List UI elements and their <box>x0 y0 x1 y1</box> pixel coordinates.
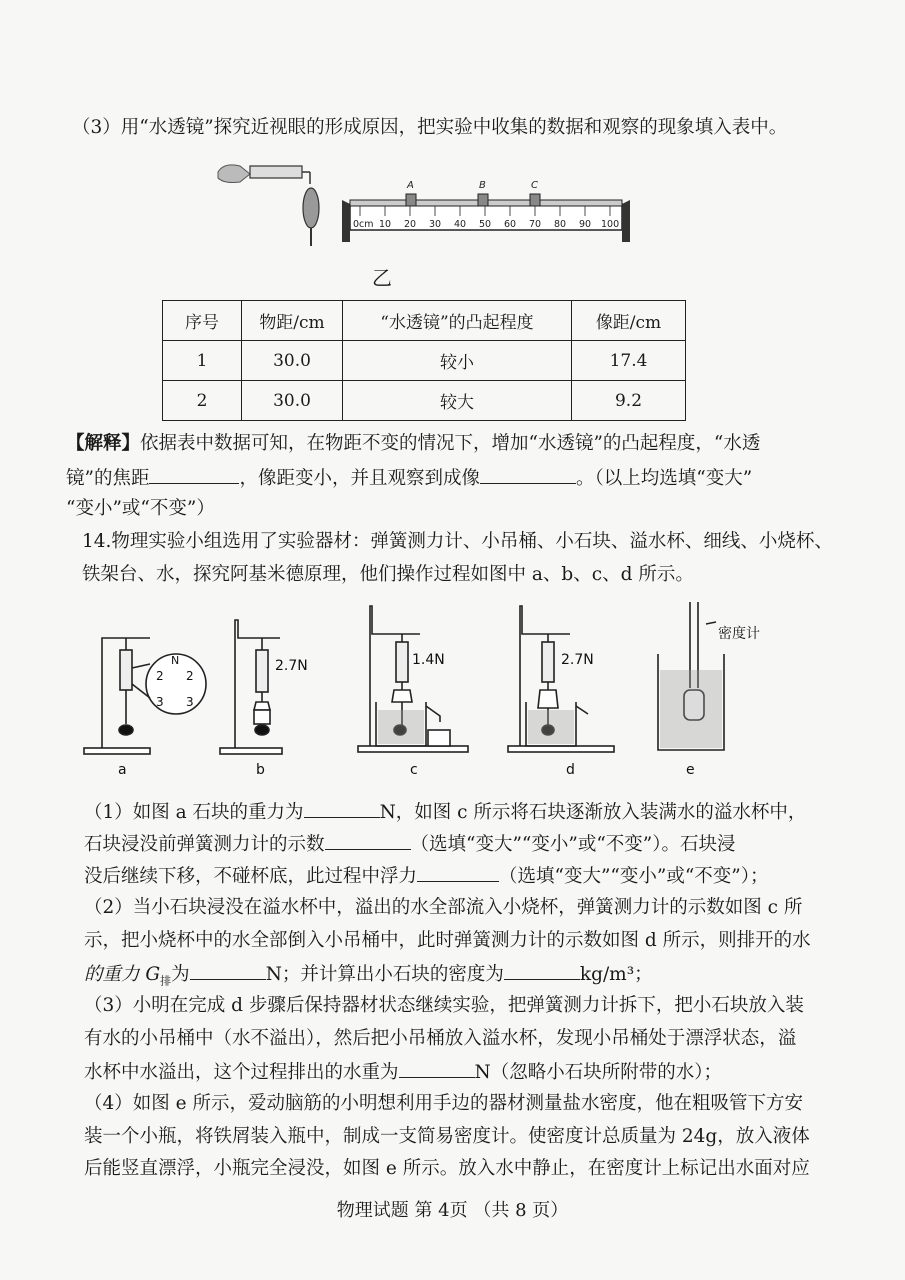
p1-line-2 <box>84 831 905 857</box>
p1-text: （选填“变大”“变小”或“不变”）。石块浸 <box>410 834 736 855</box>
table-cell: 较大 <box>343 381 572 421</box>
densimeter-label: 密度计 <box>718 626 760 642</box>
p1-text: （选填“变大”“变小”或“不变”）； <box>499 866 769 887</box>
table-cell: 30.0 <box>242 381 343 421</box>
p2-line-3 <box>84 961 905 994</box>
p2-line-1: （2）当小石块浸没在溢水杯中，溢出的水全部流入小烧杯，弹簧测力计的示数如图 c 所 <box>84 897 803 918</box>
answer-blank[interactable] <box>325 831 411 850</box>
point-label-c: C <box>531 180 538 191</box>
figure-yi-apparatus <box>210 150 640 250</box>
reading-d: 2.7N <box>561 652 594 668</box>
figure-label-b: b <box>256 762 265 778</box>
table-cell: 2 <box>163 381 242 421</box>
p4-line-1: （4）如图 e 所示，爱动脑筋的小明想利用手边的器材测量盐水密度，他在粗吸管下方安 <box>84 1093 803 1114</box>
ruler-tick: 30 <box>429 219 442 230</box>
table-cell: 9.2 <box>572 381 686 421</box>
p2-text: N；并计算出小石块的密度为 <box>265 964 504 985</box>
figure-label-a: a <box>118 762 127 778</box>
q14-line-2: 铁架台、水，探究阿基米德原理，他们操作过程如图中 a、b、c、d 所示。 <box>82 564 694 585</box>
table-header-cell: “水透镜”的凸起程度 <box>343 301 572 341</box>
p1-text: N，如图 c 所示将石块逐渐放入装满水的溢水杯中， <box>379 802 807 823</box>
scale-mark: 2 <box>186 669 194 683</box>
table-header-row <box>163 301 686 341</box>
explain-text: ，像距变小，并且观察到成像 <box>239 468 480 489</box>
answer-blank[interactable] <box>480 465 576 484</box>
ruler-tick: 10 <box>379 219 392 230</box>
p4-line-3: 后能竖直漂浮，小瓶完全浸没，如图 e 所示。放入水中静止，在密度计上标记出水面对应 <box>84 1158 810 1179</box>
p1-line-3 <box>84 863 905 889</box>
ruler-tick: 90 <box>579 219 592 230</box>
scale-mark: 3 <box>156 695 164 709</box>
figures-abcde <box>80 598 800 778</box>
p4-line-2: 装一个小瓶，将铁屑装入瓶中，制成一支简易密度计。使密度计总质量为 24g，放入液体 <box>84 1126 810 1147</box>
scale-n: N <box>171 654 180 667</box>
answer-blank[interactable] <box>399 1059 475 1078</box>
reading-c: 1.4N <box>412 652 445 668</box>
table-row <box>163 341 686 381</box>
table-cell: 较小 <box>343 341 572 381</box>
table-cell: 1 <box>163 341 242 381</box>
p3-line-1: （3）小明在完成 d 步骤后保持器材状态继续实验，把弹簧测力计拆下，把小石块放入装 <box>84 995 804 1016</box>
p2-line-2: 示，把小烧杯中的水全部倒入小吊桶中，此时弹簧测力计的示数如图 d 所示，则排开的水 <box>84 930 811 951</box>
data-table <box>162 300 686 421</box>
figure-label-d: d <box>566 762 575 778</box>
answer-blank[interactable] <box>190 961 266 980</box>
p3-line-3 <box>84 1059 905 1085</box>
explain-text: 依据表中数据可知，在物距不变的情况下，增加“水透镜”的凸起程度，“水透 <box>140 433 761 454</box>
explain-line-1 <box>66 432 905 456</box>
ruler-tick: 40 <box>454 219 467 230</box>
answer-blank[interactable] <box>504 961 580 980</box>
table-row <box>163 381 686 421</box>
ruler-tick: 50 <box>479 219 492 230</box>
p3-text: 水杯中水溢出，这个过程排出的水重为 <box>84 1062 399 1083</box>
explain-tag: 【解释】 <box>66 433 141 454</box>
explain-text: 。（以上均选填“变大” <box>575 468 753 489</box>
scale-mark: 3 <box>186 695 194 709</box>
page-footer: 物理试题 第 4页 （共 8 页） <box>336 1200 569 1221</box>
p2-text: 为 <box>171 964 190 985</box>
ruler-tick: 70 <box>529 219 542 230</box>
ruler-tick: 20 <box>404 219 417 230</box>
ruler-tick: 80 <box>554 219 567 230</box>
figure-yi-caption: 乙 <box>372 266 392 290</box>
q14-line-1: 14.物理实验小组选用了实验器材：弹簧测力计、小吊桶、小石块、溢水杯、细线、小烧杯、 <box>82 531 833 552</box>
figure-label-e: e <box>686 762 695 778</box>
p1-text: 没后继续下移，不碰杯底，此过程中浮力 <box>84 866 418 887</box>
p3-line-2: 有水的小吊桶中（水不溢出），然后把小吊桶放入溢水杯，发现小吊桶处于漂浮状态，溢 <box>84 1028 797 1049</box>
table-header-cell: 序号 <box>163 301 242 341</box>
q13-part3-text: （3）用“水透镜”探究近视眼的形成原因，把实验中收集的数据和观察的现象填入表中。 <box>72 117 788 138</box>
explain-line-3: “变小”或“不变”） <box>66 498 215 519</box>
ruler-tick: 100 <box>601 219 620 230</box>
ruler-tick: 0cm <box>353 219 374 230</box>
ruler-tick: 60 <box>504 219 517 230</box>
point-label-b: B <box>479 180 486 191</box>
scale-mark: 2 <box>156 669 164 683</box>
figure-label-c: c <box>410 762 418 778</box>
answer-blank[interactable] <box>417 863 499 882</box>
p2-text: 的重力 G <box>84 964 161 985</box>
table-header-cell: 像距/cm <box>572 301 686 341</box>
table-header-cell: 物距/cm <box>242 301 343 341</box>
answer-blank[interactable] <box>304 799 380 818</box>
p2-subscript: 排 <box>160 974 172 988</box>
p1-line-1 <box>84 799 905 825</box>
explain-text: 镜”的焦距 <box>66 468 150 489</box>
p3-text: N（忽略小石块所附带的水）； <box>474 1062 722 1083</box>
p1-text: 石块浸没前弹簧测力计的示数 <box>84 834 325 855</box>
table-cell: 30.0 <box>242 341 343 381</box>
answer-blank[interactable] <box>149 465 239 484</box>
p1-text: （1）如图 a 石块的重力为 <box>84 802 304 823</box>
explain-line-2 <box>66 465 905 491</box>
p2-text: kg/m³； <box>579 964 653 985</box>
reading-b: 2.7N <box>275 658 308 674</box>
point-label-a: A <box>407 180 414 191</box>
table-cell: 17.4 <box>572 341 686 381</box>
